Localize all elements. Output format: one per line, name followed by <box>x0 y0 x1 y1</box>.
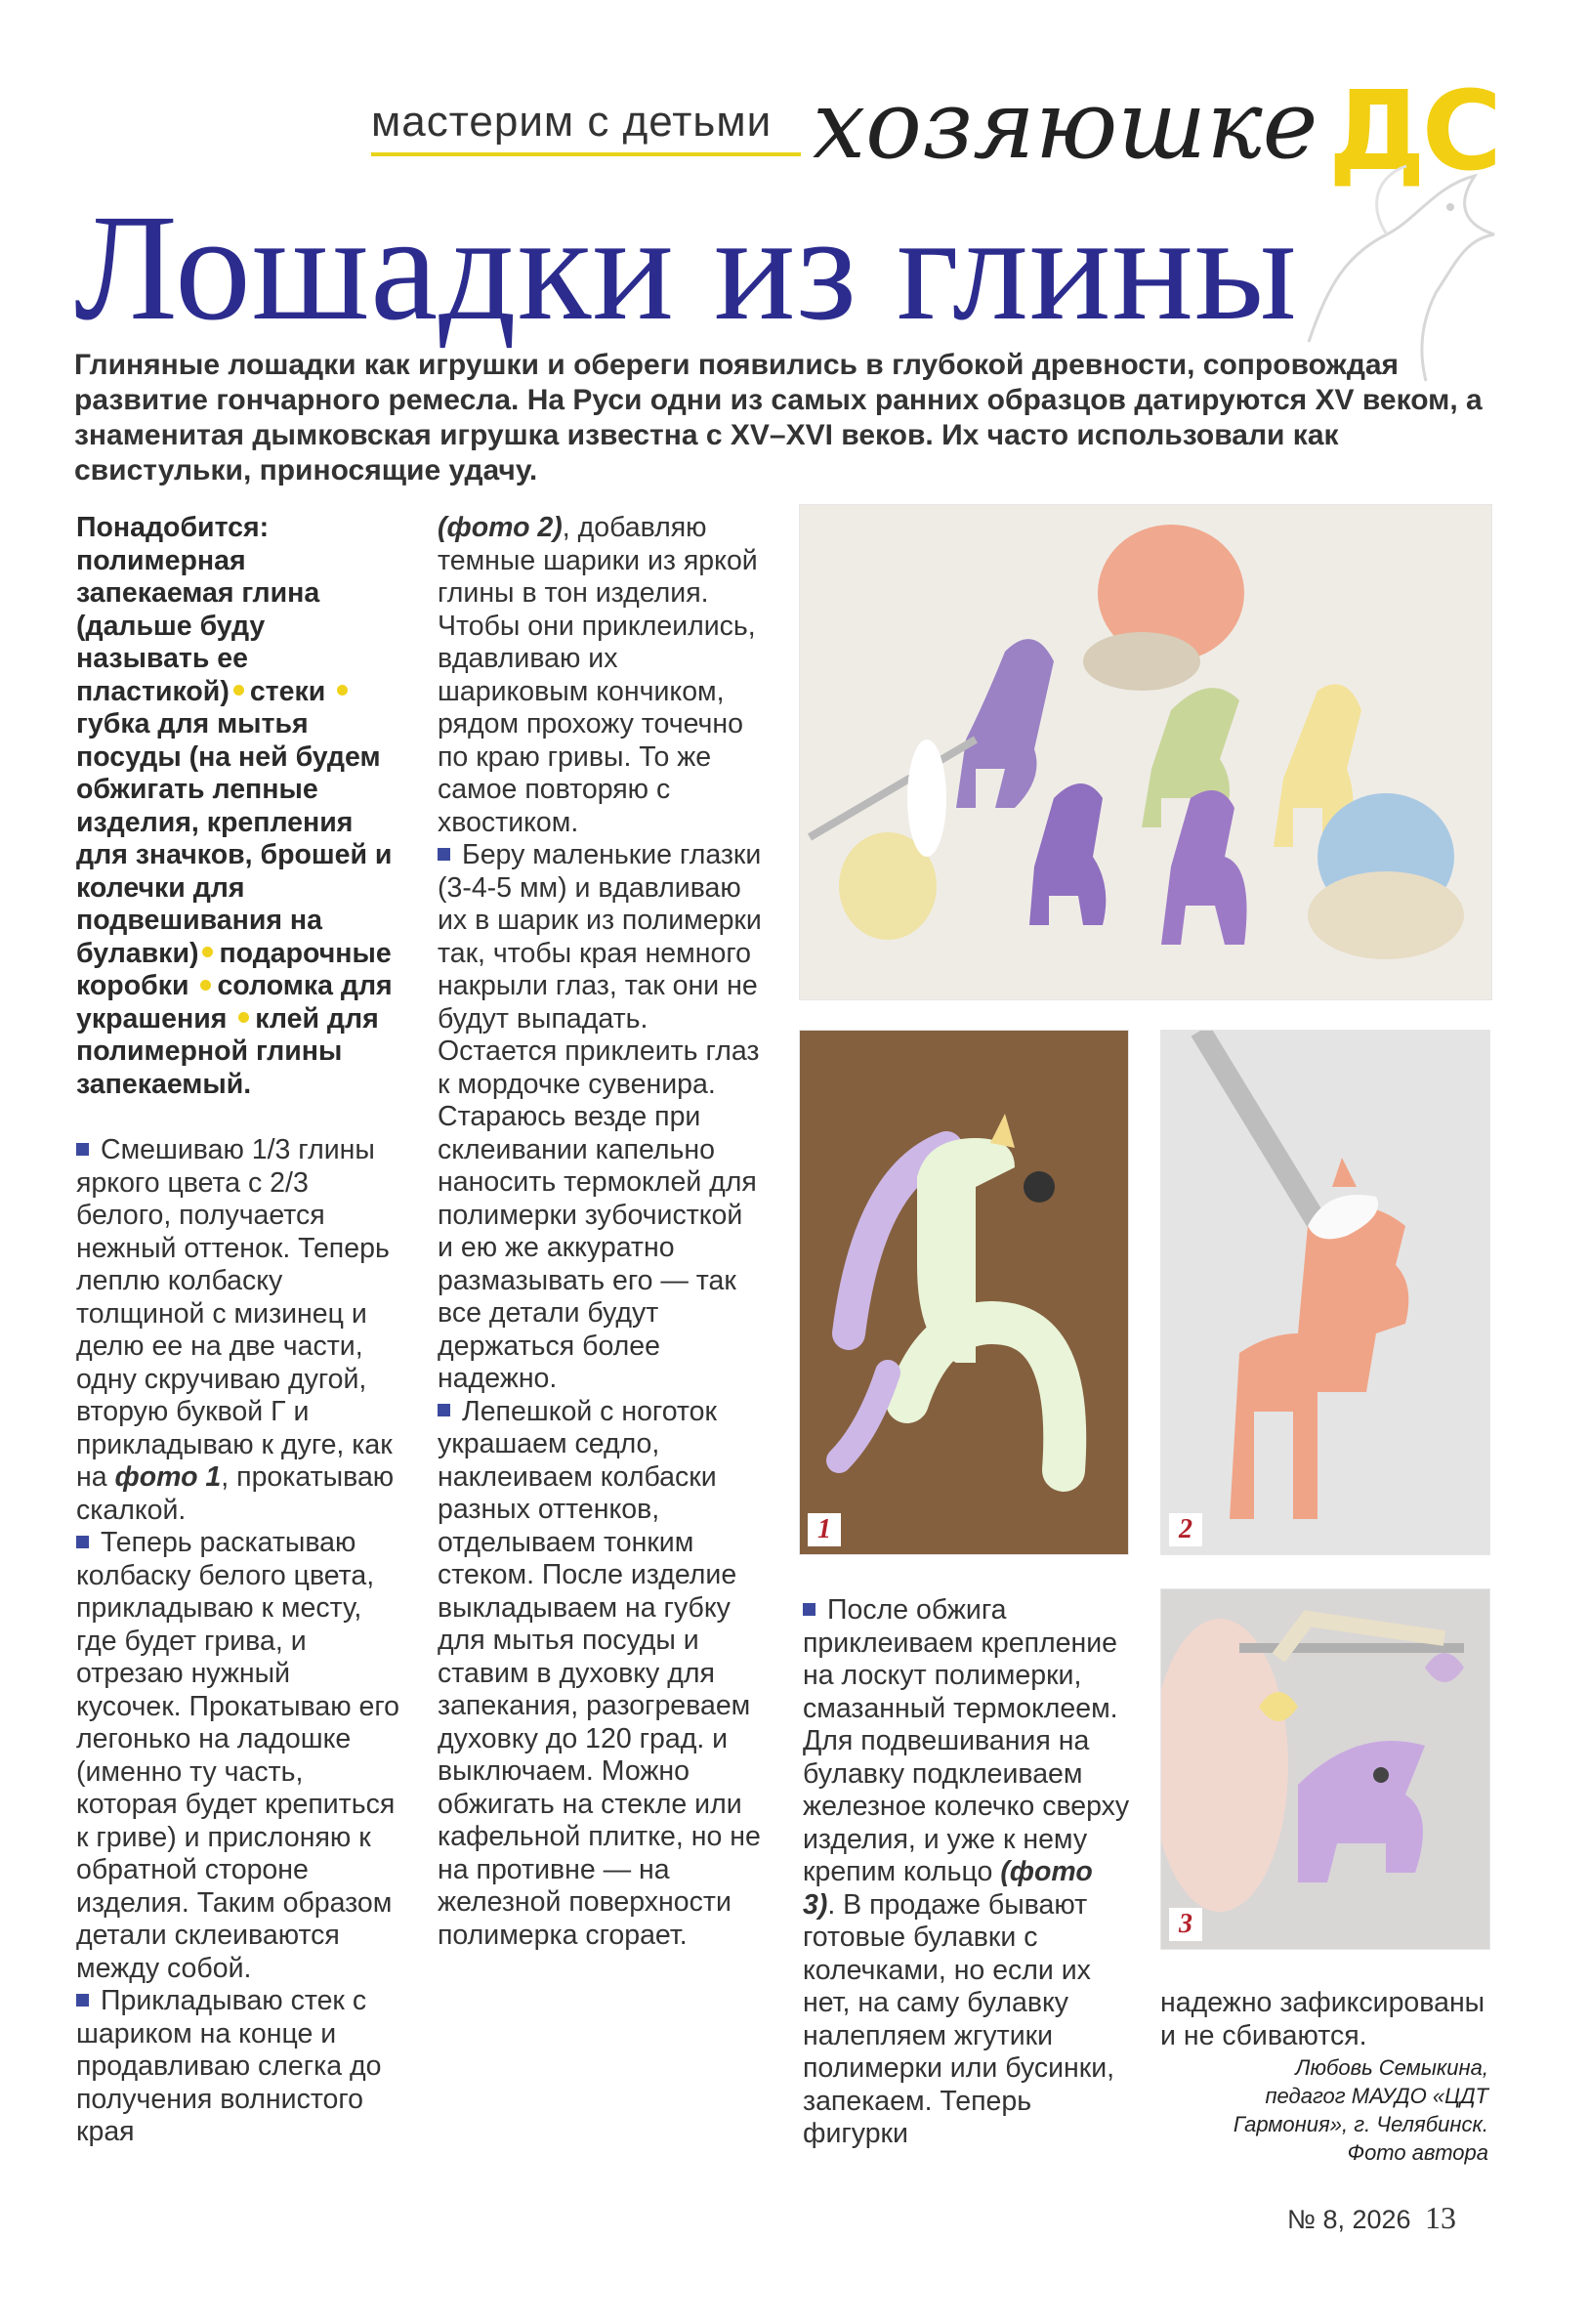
section-name: хозяюшке <box>813 70 1318 180</box>
section-kicker: мастерим с детьми <box>371 98 773 146</box>
materials-item: губка для мытья посуды (на ней будем обжигать лепные изделия, крепления для значков, брошей и колечки для подвешивания на булавки) <box>76 708 393 969</box>
issue-number: № 8, 2026 <box>1287 2205 1411 2234</box>
photo-reference: фото 1 <box>114 1461 222 1493</box>
step-paragraph: (фото 2), добавляю темные шарики из яркой глины в тон изделия. Чтобы они приклеились, вдавливаю их шариковым кончиком, рядом прохожу точечно по краю гривы. То же самое повторяю с хвостиком. <box>438 512 758 838</box>
bullet-square-icon <box>438 1404 450 1416</box>
photo-reference: (фото 3) <box>803 1856 1093 1921</box>
materials-item: стеки <box>249 675 326 707</box>
materials-item: соломка для украшения <box>76 970 393 1035</box>
bullet-dot-icon <box>238 1012 249 1023</box>
photo-step-1 <box>799 1030 1129 1555</box>
bullet-dot-icon <box>337 685 348 696</box>
credit-position: педагог МАУДО «ЦДТ <box>1265 2084 1488 2108</box>
bullet-dot-icon <box>200 980 211 991</box>
materials-item: подарочные коробки <box>76 937 392 1001</box>
step-paragraph: Теперь раскатываю колбаску белого цвета, прикладываю к месту, где будет грива, и отрезаю нужный кусочек. Прокатываю его легонько на ладошке (именно ту часть, которая будет крепиться к гриве) и прислоняю к обратной стороне изделия. Таким образом детали склеиваются между собой. <box>76 1527 399 1984</box>
step-paragraph: После обжига приклеиваем крепление на лоскут полимерки, смазанный термоклеем. Для подвешивания на булавку подклеиваем железное колечко сверху изделия, и уже к нему крепим кольцо (фото 3). В продаже бывают готовые булавки с колечками, но если их нет, на саму булавку налепляем жгутики полимерки или бусинки, запекаем. Теперь фигурки <box>803 1594 1130 2149</box>
page-number: 13 <box>1425 2200 1457 2235</box>
photo-horses-collection <box>799 504 1492 1000</box>
step-paragraph: Смешиваю 1/3 глины яркого цвета с 2/3 белого, получается нежный оттенок. Теперь леплю колбаску толщиной с мизинец и делю ее на две части, одну скручиваю дугой, вторую буквой Г и прикладываю к дуге, как на фото 1, прокатываю скалкой. <box>76 1134 395 1526</box>
column-3 <box>803 1594 1131 2151</box>
bullet-square-icon <box>76 1143 89 1156</box>
step-paragraph: Прикладываю стек с шариком на конце и продавливаю слегка до получения волнистого края <box>76 1985 382 2147</box>
bullet-square-icon <box>76 1994 89 2007</box>
article-lead: Глиняные лошадки как игрушки и обереги появились в глубокой древности, сопровождая развитие гончарного ремесла. На Руси одни из самых ранних образцов датируются XV веком, а знаменитая дымковская игрушка известна с XV–XVI веков. Их часто использовали как свистульки, приносящие удачу. <box>74 349 1483 486</box>
photo-step-3 <box>1160 1588 1490 1950</box>
column-4-tail: надежно зафиксированы и не сбиваются. <box>1160 1987 1485 2051</box>
step-paragraph: Беру маленькие глазки (3-4-5 мм) и вдавливаю их в шарик из полимерки так, чтобы края немного накрыли глаз, так они не будут выпадать. Остается приклеить глаз к мордочке сувенира. Стараюсь везде при склеивании капельно наносить термоклей для полимерки зубочисткой и ею же аккуратно размазывать его — так все детали будут держаться более надежно. <box>438 839 762 1394</box>
photo-number: 1 <box>808 1513 841 1546</box>
materials-list <box>76 512 400 1101</box>
magazine-logo: ДС <box>1328 68 1498 195</box>
credit-place: Гармония», г. Челябинск. <box>1233 2112 1488 2136</box>
credit-author: Любовь Семыкина, <box>1295 2055 1488 2080</box>
column-1 <box>76 512 400 2149</box>
materials-item: клей для полимерной глины запекаемый. <box>76 1002 379 1100</box>
column-2 <box>438 512 766 1952</box>
photo-number: 3 <box>1169 1908 1202 1941</box>
bullet-dot-icon <box>233 685 244 696</box>
page-footer <box>1287 2200 1456 2236</box>
materials-item: Понадобится: полимерная запекаемая глина (дальше буду называть ее пластикой) <box>76 512 320 707</box>
bullet-square-icon <box>803 1603 815 1616</box>
bullet-square-icon <box>76 1536 89 1548</box>
bullet-square-icon <box>438 848 450 861</box>
header-rule <box>371 152 801 156</box>
step-paragraph: Лепешкой с ноготок украшаем седло, наклеиваем колбаски разных оттенков, отделываем тонким стеком. После изделие выкладываем на губку для мытья посуды и ставим в духовку для запекания, разогреваем духовку до 120 град. и выключаем. Можно обжигать на стекле или кафельной плитке, но не на противне — на железной поверхности полимерка сгорает. <box>438 1395 761 1951</box>
photo-reference: (фото 2) <box>438 512 563 543</box>
photo-number: 2 <box>1169 1513 1202 1546</box>
bullet-dot-icon <box>202 947 213 957</box>
article-title: Лошадки из глины <box>74 183 1298 352</box>
author-credit <box>1123 2053 1488 2167</box>
photo-step-2 <box>1160 1030 1490 1555</box>
credit-photo: Фото автора <box>1347 2140 1488 2165</box>
